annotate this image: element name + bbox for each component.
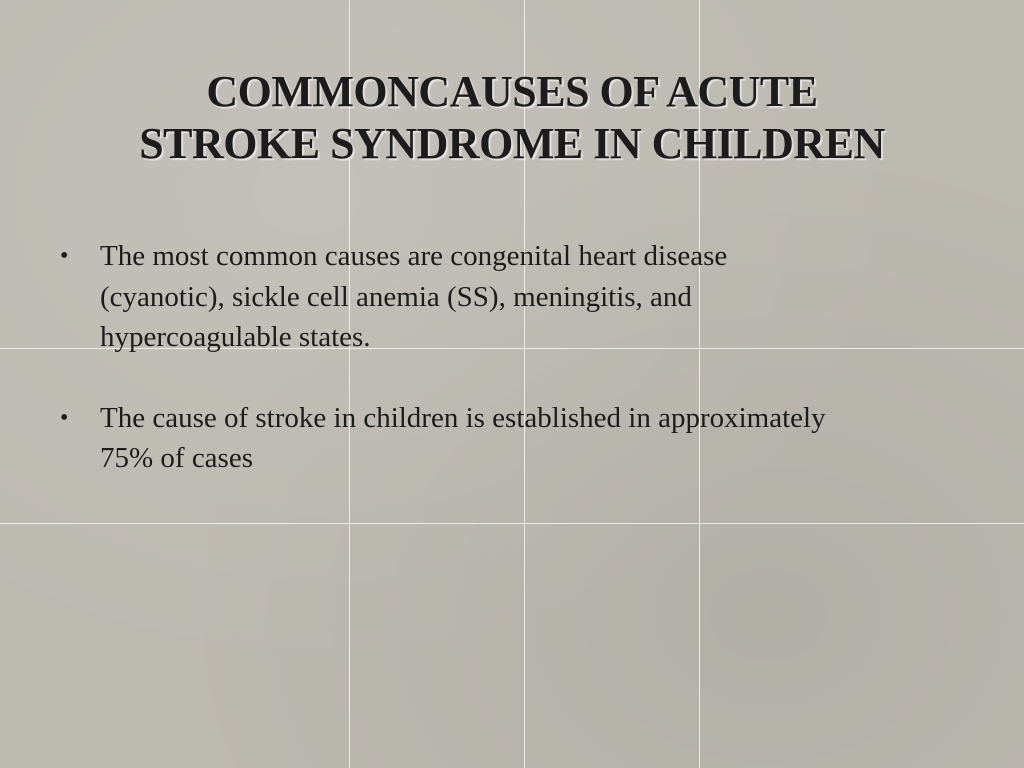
bullet-text-line: The cause of stroke in children is established in approximately [100,401,826,434]
bullet-text-line: The most common causes are congenital heart disease [100,240,728,272]
bullet-text-line: hypercoagulable states. [100,321,371,353]
bullet-marker: • [60,243,69,269]
bullet-list [60,236,980,479]
grid-line-horizontal [0,523,1024,524]
bullet-text-line: (cyanotic), sickle cell anemia (SS), meningitis, and [100,280,692,313]
slide-title-line: COMMONCAUSES OF ACUTE [206,67,818,116]
bullet-item [60,398,980,479]
bullet-marker: • [60,404,69,431]
slide-title-line: STROKE SYNDROME IN CHILDREN [139,119,885,168]
slide-title [20,66,1004,170]
bullet-text-line: 75% of cases [100,442,254,474]
bullet-item [60,236,980,358]
